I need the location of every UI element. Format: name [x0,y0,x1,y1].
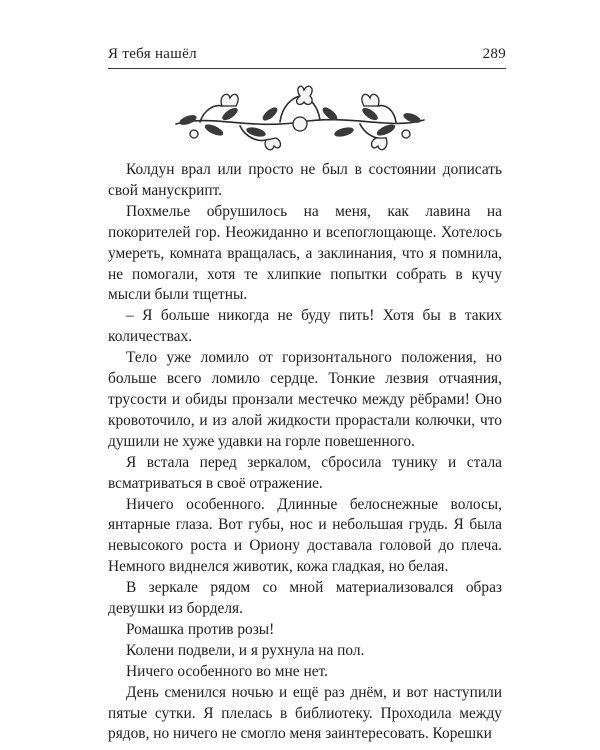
paragraph: Ничего особенного. Длинные белоснежные волосы, янтарные глаза. Вот губы, нос и небольшая грудь. Я была невысокого роста и Ориону доставала головой до плеча. Немного виднелся животик, кожа гладкая, но белая. [108,495,502,576]
paragraph: Ромашка против розы! [126,620,275,638]
paragraph: Я встала перед зеркалом, сбросила тунику и стала всматриваться в своё отражение. [108,453,502,492]
paragraph: В зеркале рядом со мной материализовался образ девушки из борделя. [108,579,502,618]
header-rule [108,68,506,69]
paragraph: – Я больше никогда не буду пить! Хотя бы в таких количествах. [108,307,502,346]
paragraph: Колени подвели, и я рухнула на пол. [126,641,365,659]
paragraph: Похмелье обрушилось на меня, как лавина на покорителей гор. Неожиданно и всепоглощающе. Хотелось умереть, комната вращалась, а заклинания, что я помнила, не помогали, хотя те хлипкие попытки собрать в кучу мысли были тщетны. [108,202,502,304]
floral-vignette-icon [170,84,430,156]
paragraph: Колдун врал или просто не был в состоянии дописать свой манускрипт. [108,161,502,199]
page-number: 289 [482,46,506,62]
running-head [108,46,506,63]
paragraph: День сменился ночью и ещё раз днём, и вот наступили пятые сутки. Я плелась в библиотеку. Проходила между рядов, но ничего не смогло меня заинтересовать. Корешки [108,683,502,743]
paragraph: Ничего особенного во мне нет. [126,662,328,680]
chapter-title: Я тебя нашёл [108,46,197,62]
body-text [108,160,502,745]
paragraph: Тело уже ломило от горизонтального положения, но больше всего ломило сердце. Тонкие лезвия отчаяния, трусости и обиды пронзали местечко между рёбрами! Оно кровоточило, и из алой жидкости прорастали колючки, что душили не хуже удавки на горле повешенного. [108,349,502,450]
